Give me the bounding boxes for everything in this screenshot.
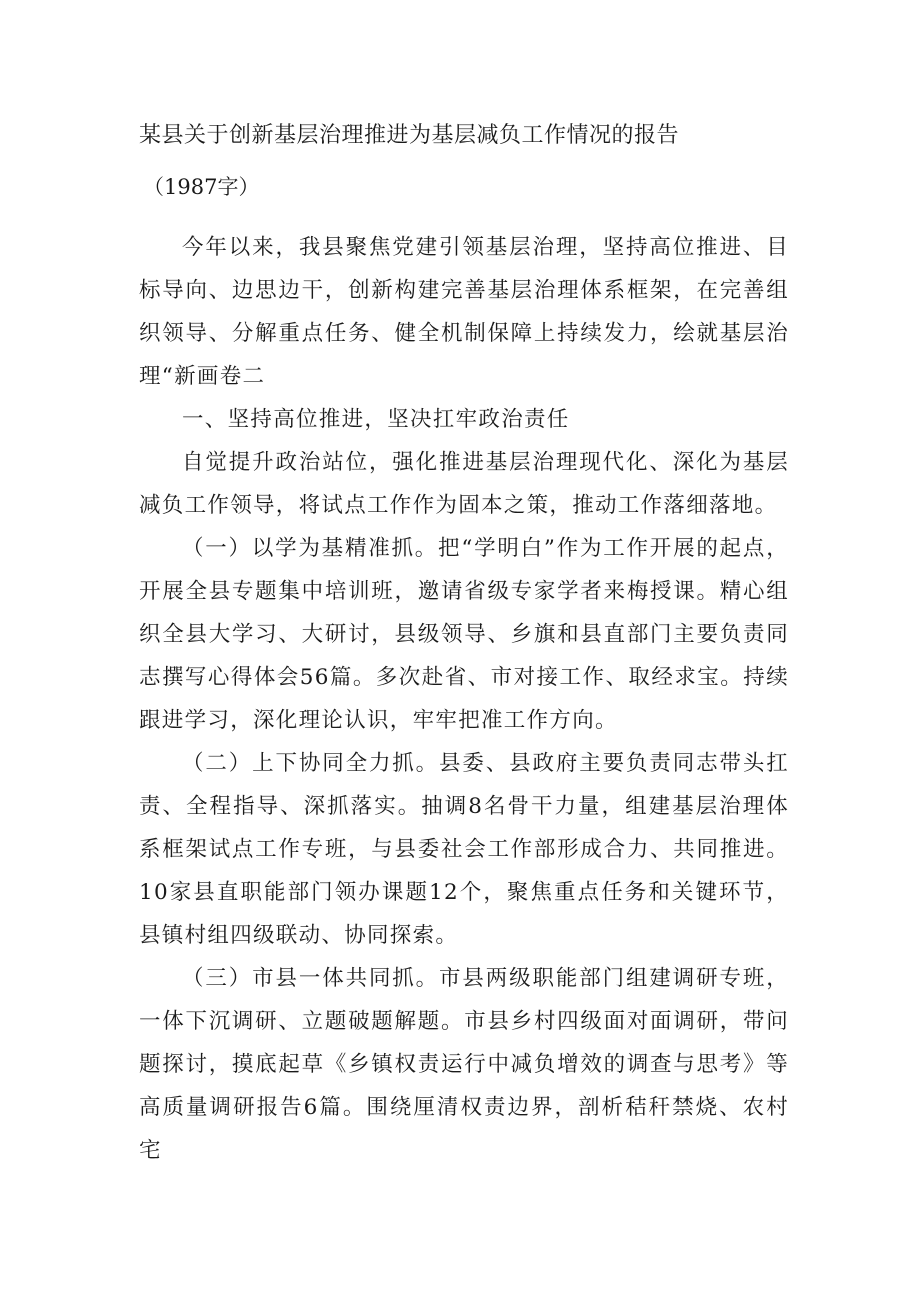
intro-paragraph: 今年以来，我县聚焦党建引领基层治理，坚持高位推进、目标导向、边思边干，创新构建完善基层治理体系框架，在完善组织领导、分解重点任务、健全机制保障上持续发力，绘就基层治理“新画卷二 xyxy=(139,235,789,389)
word-count: （1987字） xyxy=(143,175,260,199)
section-heading-1: 一、坚持高位推进，坚决扛牢政治责任 xyxy=(182,407,570,432)
subsection-3-paragraph: （三）市县一体共同抓。市县两级职能部门组建调研专班，一体下沉调研、立题破题解题。市县乡村四级面对面调研，带问题探讨，摸底起草《乡镇权责运行中减负增效的调查与思考》等高质量调研报告6篇。围绕厘清权责边界，剖析秸秆禁烧、农村宅 xyxy=(139,966,789,1163)
subsection-2-paragraph: （二）上下协同全力抓。县委、县政府主要负责同志带头扛责、全程指导、深抓落实。抽调8名骨干力量，组建基层治理体系框架试点工作专班，与县委社会工作部形成合力、共同推进。10家县直职能部门领办课题12个，聚焦重点任务和关键环节，县镇村组四级联动、协同探索。 xyxy=(139,751,789,948)
document-title: 某县关于创新基层治理推进为基层减负工作情况的报告 xyxy=(139,123,680,148)
section-1-summary: 自觉提升政治站位，强化推进基层治理现代化、深化为基层减负工作领导，将试点工作作为固本之策，推动工作落细落地。 xyxy=(139,450,789,518)
document-body xyxy=(139,226,789,1172)
subsection-1-paragraph: （一）以学为基精准抓。把“学明白”作为工作开展的起点，开展全县专题集中培训班，邀请省级专家学者来梅授课。精心组织全县大学习、大研讨，县级领导、乡旗和县直部门主要负责同志撰写心得体会56篇。多次赴省、市对接工作、取经求宝。持续跟进学习，深化理论认识，牢牢把准工作方向。 xyxy=(139,536,789,733)
